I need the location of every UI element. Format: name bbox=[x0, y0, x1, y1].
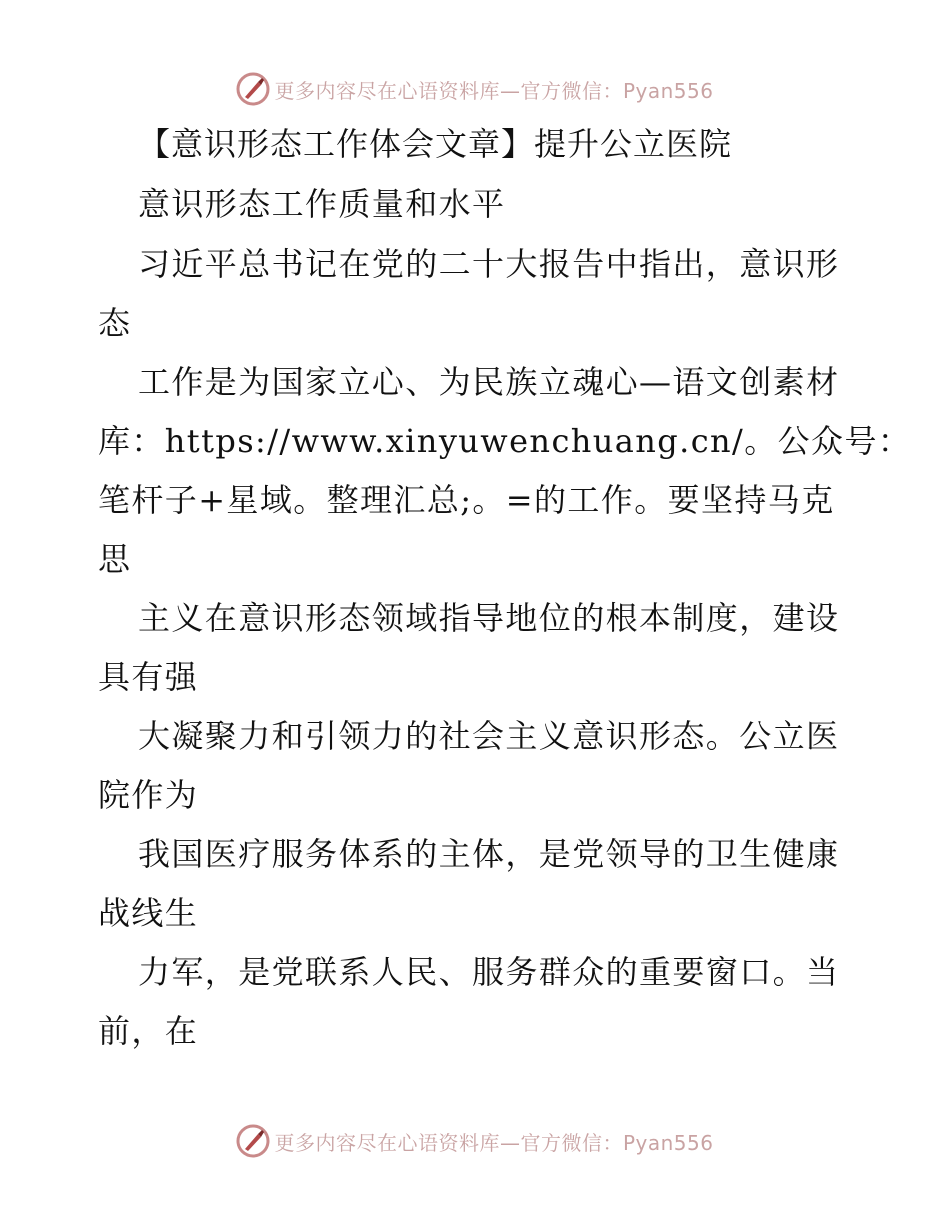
watermark-text: 更多内容尽在心语资料库—官方微信：Pyan556 bbox=[274, 1130, 714, 1155]
watermark-text: 更多内容尽在心语资料库—官方微信：Pyan556 bbox=[274, 78, 714, 103]
footer-watermark bbox=[0, 1124, 950, 1158]
body-line: 前，在 bbox=[98, 1012, 199, 1050]
pen-logo-icon bbox=[236, 72, 270, 106]
document-title-line-1: 【意识形态工作体会文章】提升公立医院 bbox=[138, 125, 733, 163]
body-line: 工作是为国家立心、为民族立魂心—语文创素材 bbox=[138, 363, 840, 401]
document-title-line-2: 意识形态工作质量和水平 bbox=[138, 185, 506, 223]
body-line: 大凝聚力和引领力的社会主义意识形态。公立医 bbox=[138, 717, 840, 755]
body-line: 我国医疗服务体系的主体，是党领导的卫生健康 bbox=[138, 835, 840, 873]
body-line: 态 bbox=[98, 304, 132, 342]
body-line: 主义在意识形态领域指导地位的根本制度，建设 bbox=[138, 599, 840, 637]
body-line: 思 bbox=[98, 540, 132, 578]
body-line: 具有强 bbox=[98, 658, 199, 696]
body-line: 院作为 bbox=[98, 776, 199, 814]
body-line: 习近平总书记在党的二十大报告中指出，意识形 bbox=[138, 245, 840, 283]
body-line: 笔杆子+星域。整理汇总;。=的工作。要坚持马克 bbox=[98, 481, 835, 519]
pen-logo-icon bbox=[236, 1124, 270, 1158]
body-line: 力军，是党联系人民、服务群众的重要窗口。当 bbox=[138, 953, 840, 991]
body-line: 库：https://www.xinyuwenchuang.cn/。公众号： bbox=[98, 422, 912, 460]
body-line: 战线生 bbox=[98, 894, 199, 932]
header-watermark bbox=[0, 72, 950, 106]
